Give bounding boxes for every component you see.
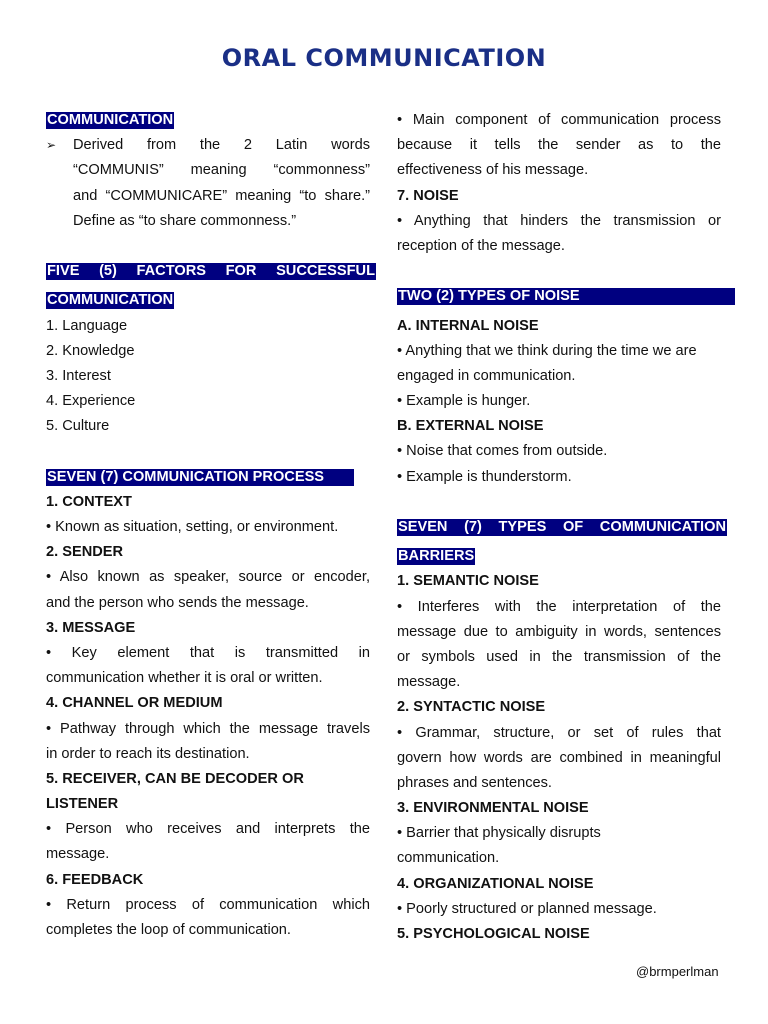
item-text: phrases and sentences. (397, 774, 552, 791)
item-text: message. (397, 674, 461, 691)
item-text: or symbols used in the transmission of the (397, 648, 721, 665)
item-title-internal-noise: A. INTERNAL NOISE (397, 317, 539, 334)
list-item: 3. Interest (46, 367, 111, 384)
item-title-receiver-cont: LISTENER (46, 796, 119, 813)
list-item: 2. Knowledge (46, 342, 135, 359)
item-text: • Known as situation, setting, or environment. (46, 519, 339, 535)
section-heading-barriers-cont: BARRIERS (398, 548, 475, 565)
item-text: • Main component of communication process (397, 112, 721, 128)
item-title-noise: 7. NOISE (397, 187, 459, 204)
item-text: • Example is thunderstorm. (397, 468, 572, 485)
item-text: communication whether it is oral or written. (46, 670, 323, 687)
item-title-external-noise: B. EXTERNAL NOISE (397, 418, 544, 435)
section-heading-communication: COMMUNICATION (47, 112, 174, 128)
section-heading-noise-types: TWO (2) TYPES OF NOISE (397, 288, 721, 313)
arrow-bullet-icon: ➢ (46, 138, 57, 153)
item-text: • Pathway through which the message travels (46, 720, 370, 737)
item-text: message. (46, 846, 110, 863)
definition-line: “COMMUNIS” meaning “commonness” (73, 162, 370, 179)
item-text: • Anything that hinders the transmission or (397, 212, 721, 229)
section-heading-factors: FIVE (5) FACTORS FOR SUCCESSFUL (47, 263, 375, 280)
list-item: 1. Language (46, 317, 128, 334)
definition-line: and “COMMUNICARE” meaning “to share.” (73, 187, 370, 204)
item-text: • Grammar, structure, or set of rules that (397, 724, 721, 741)
item-text: • Anything that we think during the time we are (397, 342, 697, 359)
item-title-receiver: 5. RECEIVER, CAN BE DECODER OR (46, 770, 304, 787)
item-text: • Person who receives and interprets the (46, 821, 370, 838)
item-text: • Interferes with the interpretation of the (397, 598, 721, 615)
item-text: • Return process of communication which (46, 896, 370, 913)
definition-line: Derived from the 2 Latin words (73, 137, 370, 154)
section-heading-process: SEVEN (7) COMMUNICATION PROCESS (46, 465, 370, 490)
item-text: message due to ambiguity in words, sentences (397, 623, 721, 640)
item-text: reception of the message. (397, 237, 565, 254)
communication-definition (46, 133, 370, 234)
item-title-organizational-noise: 4. ORGANIZATIONAL NOISE (397, 875, 594, 892)
item-title-channel: 4. CHANNEL OR MEDIUM (46, 695, 223, 712)
item-title-context: 1. CONTEXT (46, 493, 132, 510)
item-text: • Also known as speaker, source or encoder, (46, 569, 370, 586)
section-heading-factors-cont: COMMUNICATION (47, 292, 174, 309)
item-text: engaged in communication. (397, 367, 576, 384)
list-item: 5. Culture (46, 418, 110, 435)
item-text: • Noise that comes from outside. (397, 443, 608, 460)
right-column (397, 108, 726, 947)
left-column (46, 108, 375, 943)
section-heading-barriers: SEVEN (7) TYPES OF COMMUNICATION (398, 519, 726, 535)
item-title-sender: 2. SENDER (46, 544, 124, 561)
item-text: completes the loop of communication. (46, 922, 291, 938)
footer-handle: @brmperlman (636, 964, 719, 979)
item-text: • Poorly structured or planned message. (397, 900, 657, 917)
item-text: effectiveness of his message. (397, 162, 589, 179)
item-title-syntactic-noise: 2. SYNTACTIC NOISE (397, 699, 546, 716)
item-title-feedback: 6. FEEDBACK (46, 871, 144, 888)
item-title-semantic-noise: 1. SEMANTIC NOISE (397, 573, 539, 590)
definition-line: Define as “to share commonness.” (73, 212, 297, 229)
item-title-environmental-noise: 3. ENVIRONMENTAL NOISE (397, 800, 589, 817)
item-text: govern how words are combined in meaningful (397, 749, 721, 766)
item-text: • Key element that is transmitted in (46, 644, 370, 661)
item-title-message: 3. MESSAGE (46, 619, 136, 636)
item-title-psychological-noise: 5. PSYCHOLOGICAL NOISE (397, 926, 590, 942)
item-text: in order to reach its destination. (46, 745, 250, 762)
page-title: ORAL COMMUNICATION (221, 44, 547, 72)
item-text: communication. (397, 850, 500, 867)
item-text: • Barrier that physically disrupts (397, 825, 601, 842)
item-text: • Example is hunger. (397, 393, 531, 410)
item-text: and the person who sends the message. (46, 594, 309, 611)
item-text: because it tells the sender as to the (397, 137, 721, 154)
list-item: 4. Experience (46, 393, 136, 410)
